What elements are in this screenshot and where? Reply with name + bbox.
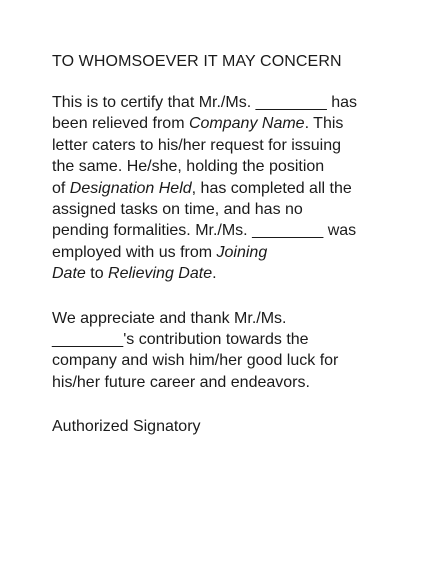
line-text: been relieved from bbox=[52, 115, 189, 133]
line-text: of bbox=[52, 179, 70, 197]
paragraph-line: company and wish him/her good luck for bbox=[52, 352, 339, 370]
appreciation-paragraph bbox=[52, 308, 410, 394]
paragraph-line: his/her future career and endeavors. bbox=[52, 373, 310, 391]
joining-date-placeholder: Date bbox=[52, 265, 86, 283]
paragraph-line: pending formalities. Mr./Ms. ________ was bbox=[52, 222, 357, 240]
joining-date-placeholder: Joining bbox=[216, 243, 268, 261]
letter-heading: TO WHOMSOEVER IT MAY CONCERN bbox=[52, 53, 342, 70]
line-text: . bbox=[212, 265, 217, 283]
line-text: employed with us from bbox=[52, 243, 217, 261]
paragraph-line: ________'s contribution towards the bbox=[52, 331, 309, 349]
paragraph-line: This is to certify that Mr./Ms. ________ has bbox=[52, 94, 358, 111]
line-text: , has completed all the bbox=[191, 179, 352, 197]
paragraph-line: letter caters to his/her request for issuing bbox=[52, 136, 342, 154]
line-text: . This bbox=[304, 115, 344, 133]
paragraph-spacer bbox=[52, 285, 410, 308]
designation-placeholder: Designation Held bbox=[69, 179, 192, 197]
line-text: to bbox=[85, 265, 109, 283]
paragraph-line bbox=[52, 263, 410, 284]
paragraph-spacer bbox=[52, 393, 410, 416]
paragraph-line bbox=[52, 113, 410, 134]
paragraph-line bbox=[52, 242, 410, 263]
certification-paragraph bbox=[52, 92, 410, 285]
paragraph-line: assigned tasks on time, and has no bbox=[52, 201, 303, 219]
paragraph-line: the same. He/she, holding the position bbox=[52, 158, 325, 176]
company-name-placeholder: Company Name bbox=[188, 115, 305, 133]
relieving-date-placeholder: Relieving Date bbox=[108, 265, 213, 283]
paragraph-line: We appreciate and thank Mr./Ms. bbox=[52, 309, 287, 327]
signatory-label: Authorized Signatory bbox=[52, 418, 201, 436]
paragraph-line bbox=[52, 178, 410, 199]
